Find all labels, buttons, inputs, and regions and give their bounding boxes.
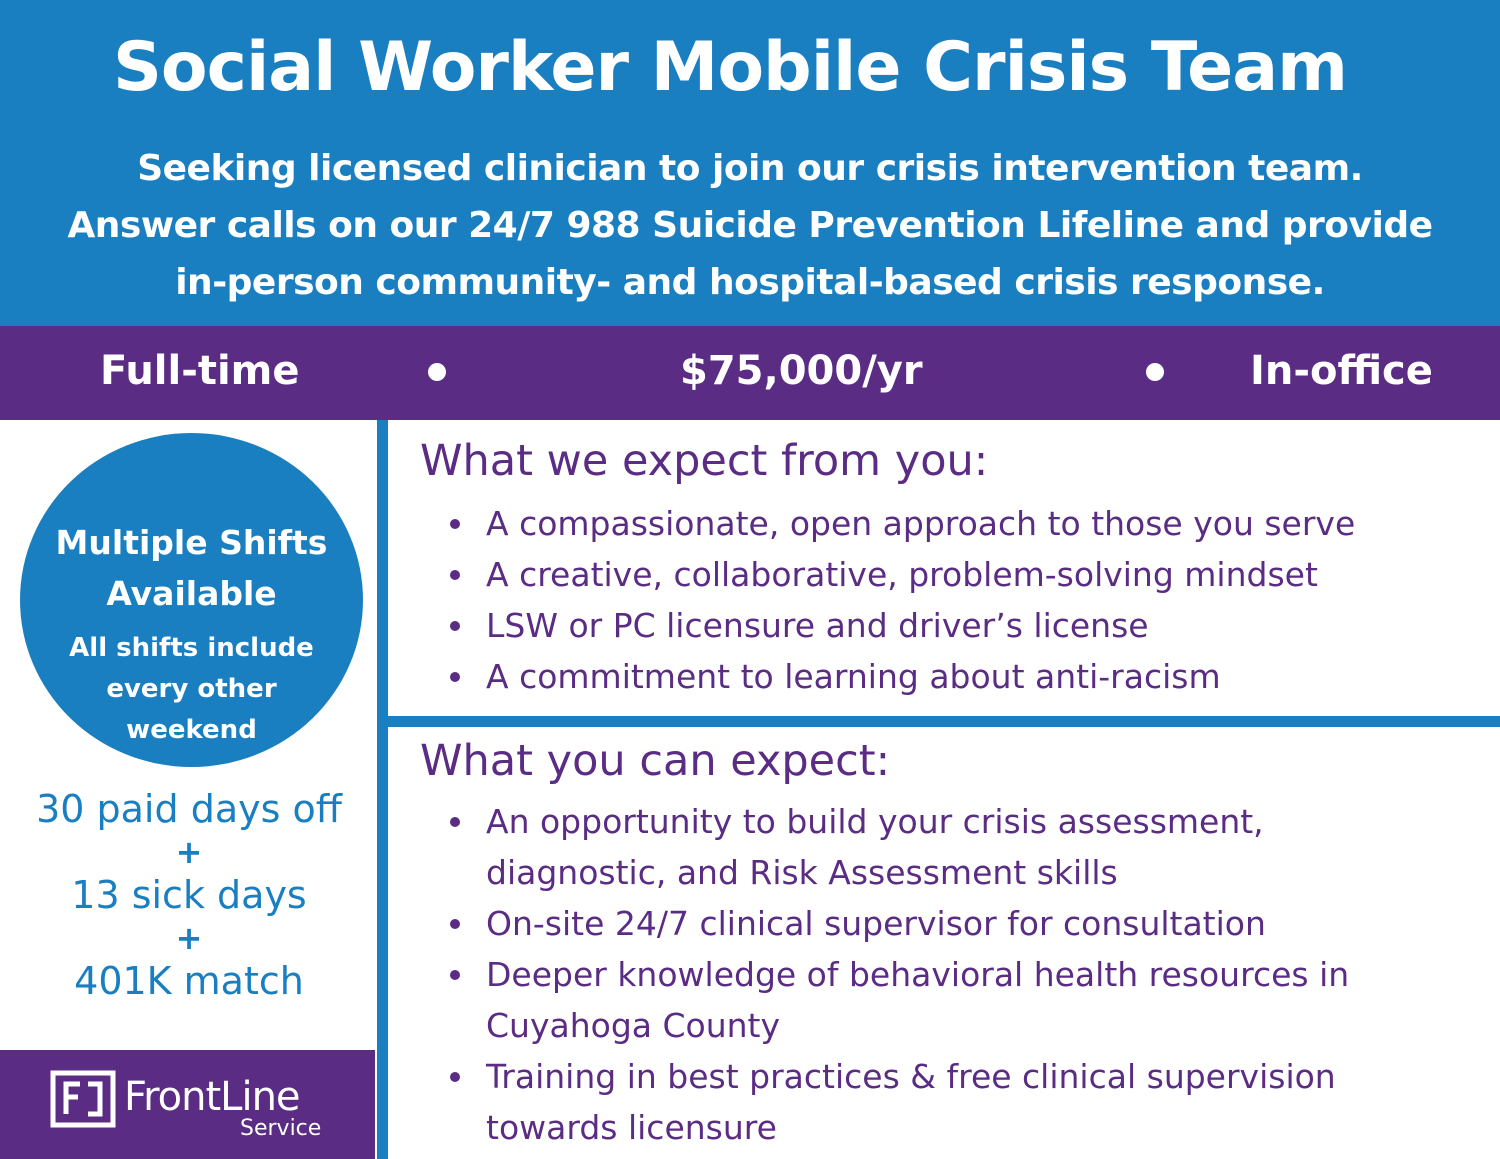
list-item: Deeper knowledge of behavioral health resources in Cuyahoga County	[440, 949, 1400, 1051]
section-divider	[388, 716, 1500, 727]
list-item: A compassionate, open approach to those you serve	[440, 498, 1355, 549]
list-item: On-site 24/7 clinical supervisor for consultation	[440, 898, 1400, 949]
logo-name: FrontLine	[124, 1074, 300, 1120]
list-item: Training in best practices & free clinical supervision towards licensure	[440, 1051, 1400, 1153]
shifts-note: All shifts include	[69, 633, 314, 663]
benefits-list	[0, 788, 378, 1003]
shifts-badge	[20, 433, 363, 767]
list-item: LSW or PC licensure and driver’s license	[440, 600, 1355, 651]
logo-panel	[0, 1050, 375, 1159]
offerings-list	[440, 796, 1400, 1153]
shifts-note: every other	[106, 674, 277, 704]
list-item: A commitment to learning about anti-racism	[440, 651, 1355, 702]
benefits-heading: What you can expect:	[420, 736, 891, 786]
description-line: in-person community- and hospital-based crisis response.	[175, 262, 1325, 303]
shifts-note: weekend	[126, 715, 257, 745]
header-banner	[0, 0, 1500, 326]
list-item: A creative, collaborative, problem-solving mindset	[440, 549, 1355, 600]
benefit-item: 401K match	[74, 959, 304, 1003]
salary: $75,000/yr	[680, 348, 923, 394]
logo-tagline: Service	[240, 1116, 322, 1141]
job-description	[60, 140, 1440, 311]
requirements-heading: What we expect from you:	[420, 436, 989, 486]
work-location: In-office	[1250, 348, 1433, 394]
requirements-list	[440, 498, 1355, 702]
employment-type: Full-time	[100, 348, 300, 394]
job-info-bar	[0, 326, 1500, 420]
shifts-heading: Multiple Shifts	[55, 523, 328, 562]
bullet-separator-icon	[1146, 363, 1164, 381]
column-divider	[377, 420, 388, 1159]
bullet-separator-icon	[428, 363, 446, 381]
shifts-heading: Available	[106, 574, 277, 613]
list-item: An opportunity to build your crisis assessment, diagnostic, and Risk Assessment skills	[440, 796, 1400, 898]
benefit-item: 13 sick days	[71, 873, 307, 917]
frontline-logo-icon	[50, 1070, 116, 1128]
page-title: Social Worker Mobile Crisis Team	[112, 28, 1348, 107]
description-line: Answer calls on our 24/7 988 Suicide Prevention Lifeline and provide	[67, 205, 1433, 246]
description-line: Seeking licensed clinician to join our crisis intervention team.	[137, 148, 1363, 189]
plus-separator: +	[175, 919, 203, 957]
benefit-item: 30 paid days off	[36, 787, 342, 831]
plus-separator: +	[175, 833, 203, 871]
